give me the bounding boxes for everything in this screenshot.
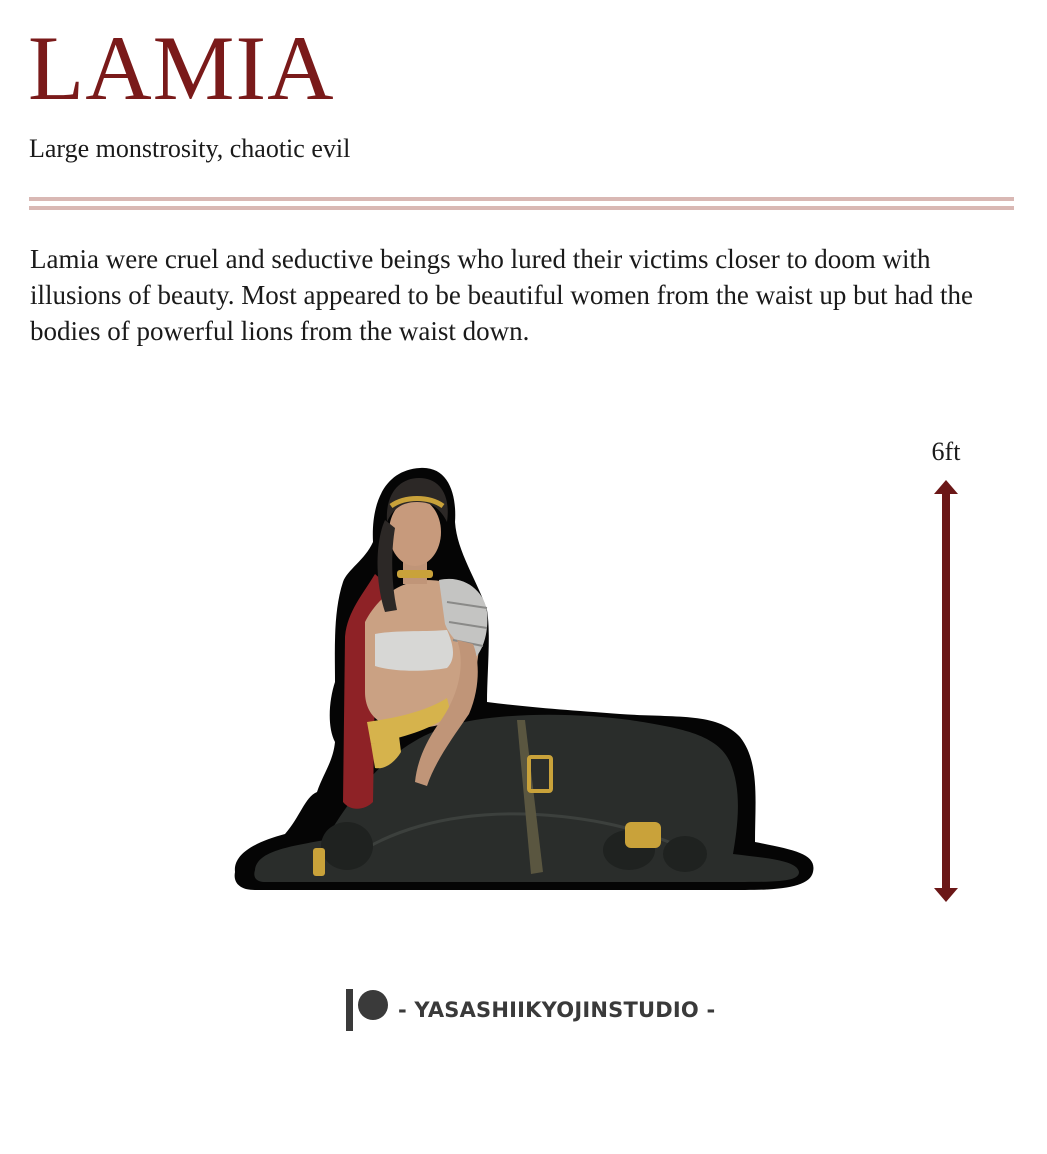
divider-rule-top — [29, 197, 1014, 201]
lamia-illustration — [225, 462, 820, 894]
arrow-shaft — [942, 492, 950, 890]
studio-name: - YASASHIIKYOJINSTUDIO - — [398, 998, 716, 1022]
height-scale-label: 6ft — [931, 437, 961, 466]
creature-description: Lamia were cruel and seductive beings who lured their victims closer to doom with illusions of beauty. Most appeared to be beautiful women from the waist up but had the bodies of powerful lions from the waist down. — [30, 244, 974, 346]
height-scale-arrow — [930, 478, 962, 908]
creature-title: LAMIA — [28, 17, 335, 119]
patreon-icon — [344, 988, 390, 1032]
divider-rule-bottom — [29, 206, 1014, 210]
arrow-head-top — [934, 480, 958, 494]
creature-type-line: Large monstrosity, chaotic evil — [29, 134, 351, 163]
chest-armour — [375, 630, 453, 671]
arrow-head-bottom — [934, 888, 958, 902]
studio-credit — [344, 988, 715, 1032]
